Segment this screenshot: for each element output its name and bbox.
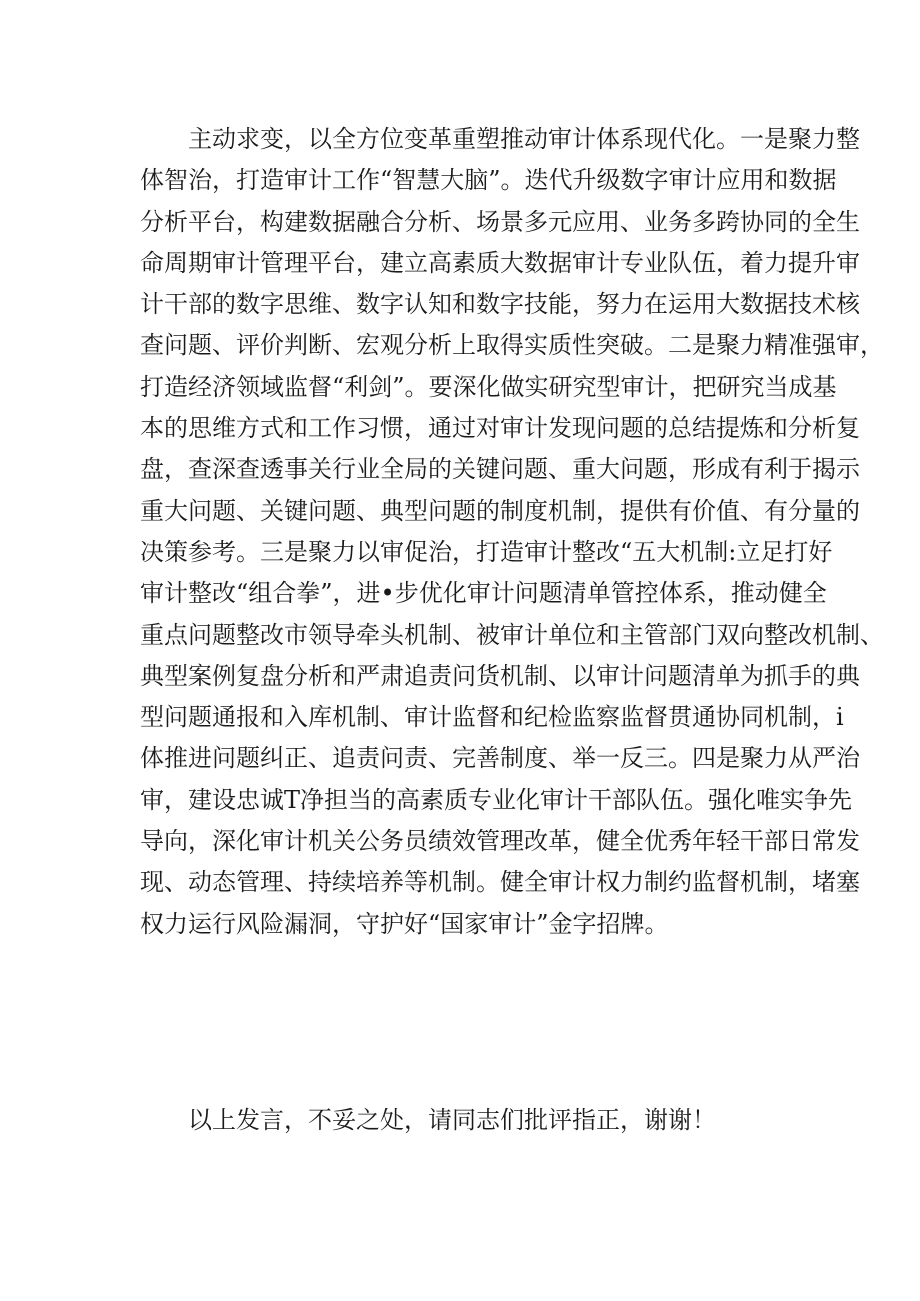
main-paragraph	[140, 119, 884, 945]
paragraph-line: 分析平台，构建数据融合分析、场景多元应用、业务多跨协同的全生	[140, 207, 860, 236]
paragraph-line: 命周期审计管理平台，建立高素质大数据审计专业队伍，着力提升审	[140, 248, 860, 277]
paragraph-line: 本的思维方式和工作习惯，通过对审计发现问题的总结提炼和分析复	[140, 414, 860, 443]
closing-remark: 以上发言，不妥之处，请同志们批评指正，谢谢！	[188, 1106, 716, 1134]
paragraph-line: 审计整改“组合拳”，进•步优化审计问题清单管控体系，推动健全	[140, 579, 827, 608]
paragraph-line: 盘，查深查透事关行业全局的关键问题、重大问题，形成有利于揭示	[140, 455, 860, 484]
paragraph-line: 审，建设忠诚T净担当的高素质专业化审计干部队伍。强化唯实争先	[140, 785, 853, 814]
paragraph-line: 重大问题、关键问题、典型问题的制度机制，提供有价值、有分量的	[140, 496, 860, 525]
paragraph-line: 体推进问题纠正、追责问责、完善制度、举一反三。四是聚力从严治	[140, 744, 860, 773]
paragraph-line: 计干部的数字思维、数字认知和数字技能，努力在运用大数据技术核	[140, 290, 860, 319]
paragraph-line: 权力运行风险漏洞，守护好“国家审计”金字招牌。	[140, 909, 669, 938]
paragraph-line: 主动求变，以全方位变革重塑推动审计体系现代化。一是聚力整	[140, 125, 860, 153]
paragraph-line: 典型案例复盘分析和严肃追责问货机制、以审计问题清单为抓手的典	[140, 661, 860, 690]
paragraph-line: 现、动态管理、持续培养等机制。健全审计权力制约监督机制，堵塞	[140, 868, 860, 897]
paragraph-line: 决策参考。三是聚力以审促治，打造审计整改“五大机制:立足打好	[140, 537, 833, 566]
paragraph-line: 打造经济领域监督“利剑”。要深化做实研究型审计，把研究当成基	[140, 372, 837, 401]
paragraph-line: 型问题通报和入库机制、审计监督和纪检监察监督贯通协同机制，i	[140, 703, 844, 732]
paragraph-line: 导向，深化审计机关公务员绩效管理改革，健全优秀年轻干部日常发	[140, 827, 860, 856]
paragraph-line: 查问题、评价判断、宏观分析上取得实质性突破。二是聚力精准强审，	[140, 331, 884, 360]
paragraph-line: 体智治，打造审计工作“智慧大脑”。迭代升级数字审计应用和数据	[140, 166, 837, 195]
paragraph-line: 重点问题整改市领导牵头机制、被审计单位和主管部门双向整改机制、	[140, 620, 884, 649]
